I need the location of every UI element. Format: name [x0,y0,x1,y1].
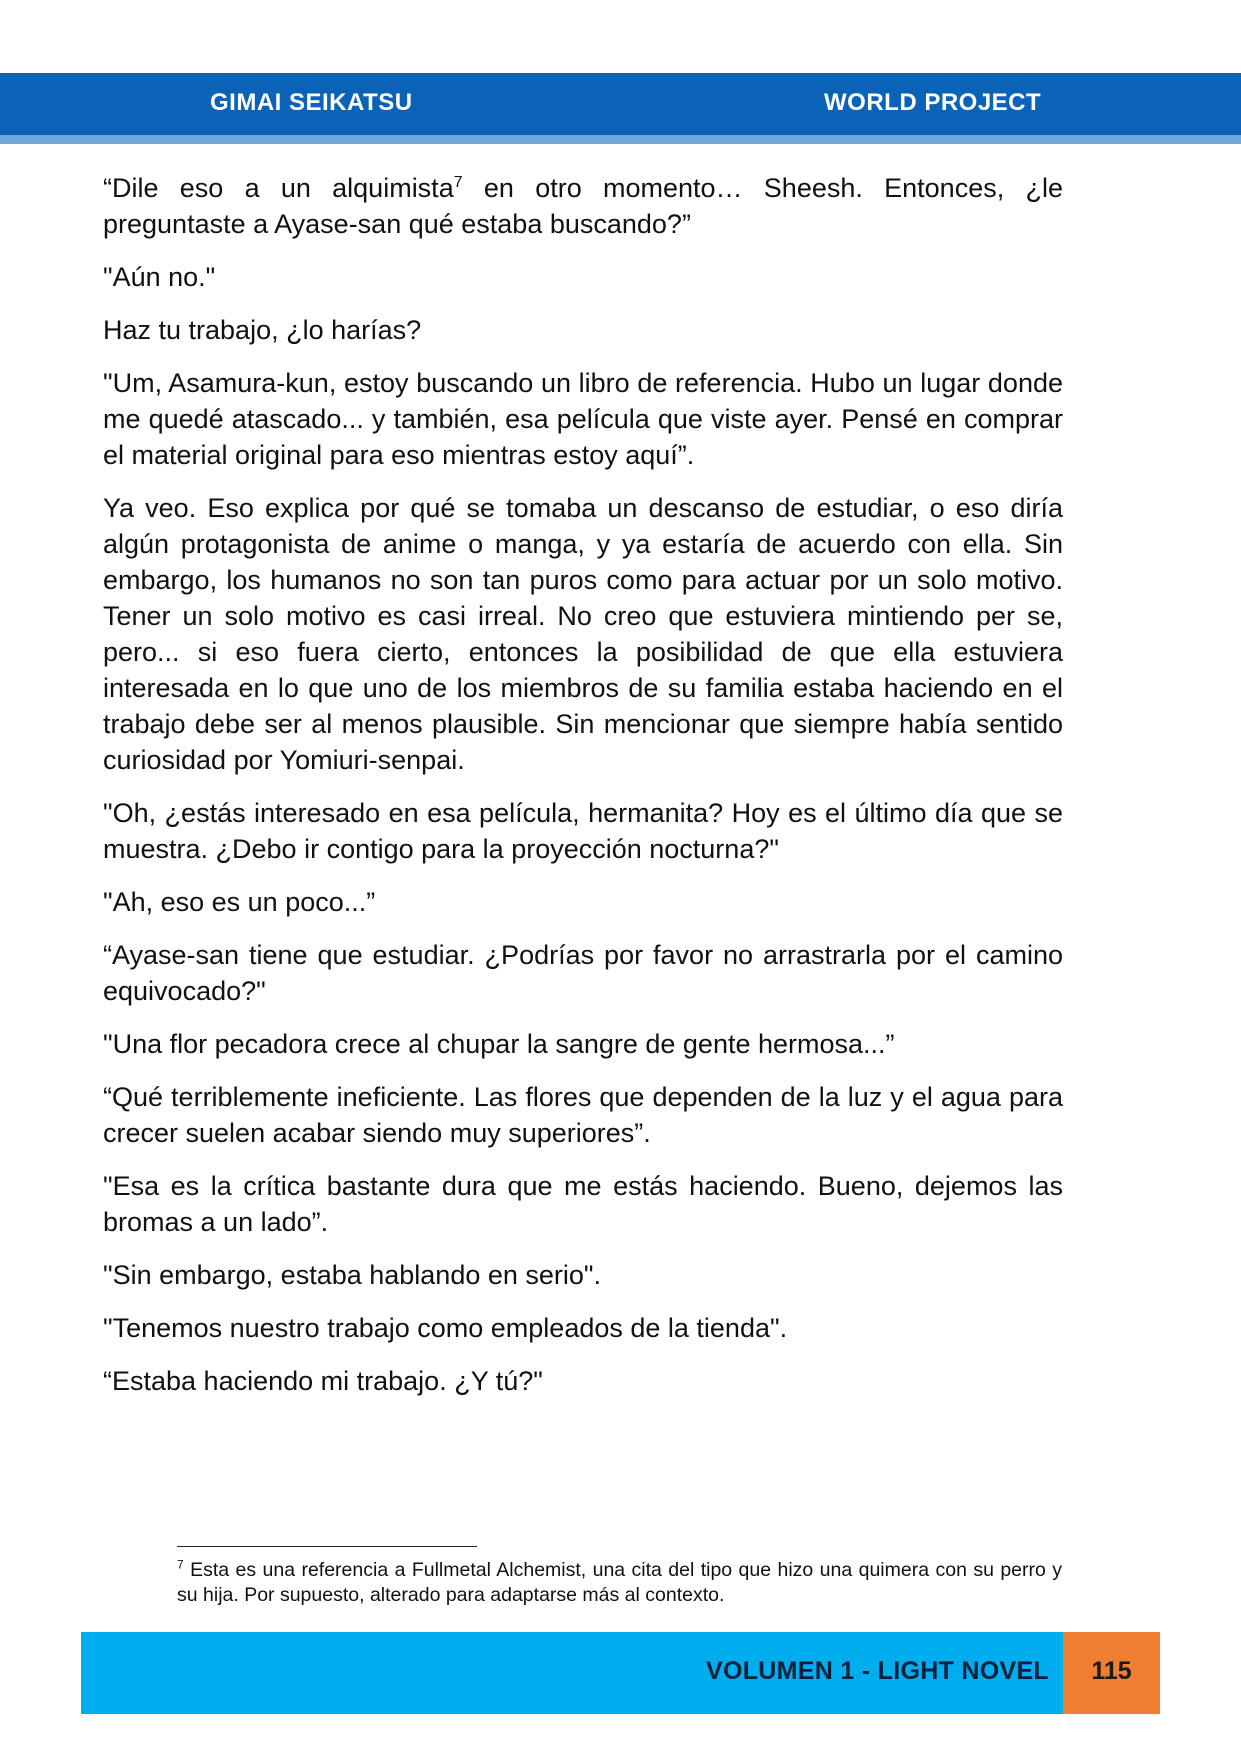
paragraph: "Una flor pecadora crece al chupar la sangre de gente hermosa...” [103,1029,895,1059]
footnote-divider [177,1546,477,1547]
footer-bar [81,1632,1063,1714]
header-group-title: WORLD PROJECT [824,89,1042,116]
paragraph: “Estaba haciendo mi trabajo. ¿Y tú?" [103,1366,543,1396]
header-bar [0,73,1241,135]
footnote [177,1558,1062,1608]
page-number: 115 [1091,1657,1132,1685]
footer-volume-label: VOLUMEN 1 - LIGHT NOVEL [705,1657,1049,1685]
paragraph: "Tenemos nuestro trabajo como empleados de la tienda". [103,1313,788,1343]
paragraph: Haz tu trabajo, ¿lo harías? [103,315,422,345]
header-underline [0,135,1241,144]
paragraph: “Qué terriblemente ineficiente. Las flores que dependen de la luz y el agua para crecer suelen acabar siendo muy superiores”. [103,1082,1063,1148]
paragraph-text: en otro momento… Sheesh. Entonces, ¿le preguntaste a Ayase-san qué estaba buscando?” [103,173,1063,239]
paragraph: "Aún no." [103,262,216,292]
footnote-text: Esta es una referencia a Fullmetal Alchemist, una cita del tipo que hizo una quimera con su perro y su hija. Por supuesto, alterado para adaptarse más al contexto. [177,1559,1062,1606]
paragraph: "Esa es la crítica bastante dura que me estás haciendo. Bueno, dejemos las bromas a un lado”. [103,1171,1063,1237]
paragraph-text: “Dile eso a un alquimista [103,173,454,203]
paragraph [103,170,1063,242]
paragraph: Ya veo. Eso explica por qué se tomaba un descanso de estudiar, o eso diría algún protagonista de anime o manga, y ya estaría de acuerdo con ella. Sin embargo, los humanos no son tan puros como para actuar por un solo motivo. Tener un solo motivo es casi irreal. No creo que estuviera mintiendo per se, pero... si eso fuera cierto, entonces la posibilidad de que ella estuviera interesada en lo que uno de los miembros de su familia estaba haciendo en el trabajo debe ser al menos plausible. Sin mencionar que siempre había sentido curiosidad por Yomiuri-senpai. [103,493,1063,775]
paragraph: “Ayase-san tiene que estudiar. ¿Podrías por favor no arrastrarla por el camino equivocado?" [103,940,1063,1006]
page-number-box [1063,1632,1160,1714]
paragraph: "Sin embargo, estaba hablando en serio". [103,1260,601,1290]
paragraph: "Um, Asamura-kun, estoy buscando un libro de referencia. Hubo un lugar donde me quedé atascado... y también, esa película que viste ayer. Pensé en comprar el material original para eso mientras estoy aquí”. [103,368,1063,470]
footnote-reference[interactable]: 7 [453,174,463,191]
paragraph: "Oh, ¿estás interesado en esa película, hermanita? Hoy es el último día que se muestra. ¿Debo ir contigo para la proyección nocturna?" [103,798,1063,864]
paragraph: "Ah, eso es un poco...” [103,887,376,917]
footnote-marker: 7 [177,1557,184,1572]
header-series-title: GIMAI SEIKATSU [210,89,413,116]
page-body [103,170,1063,1416]
